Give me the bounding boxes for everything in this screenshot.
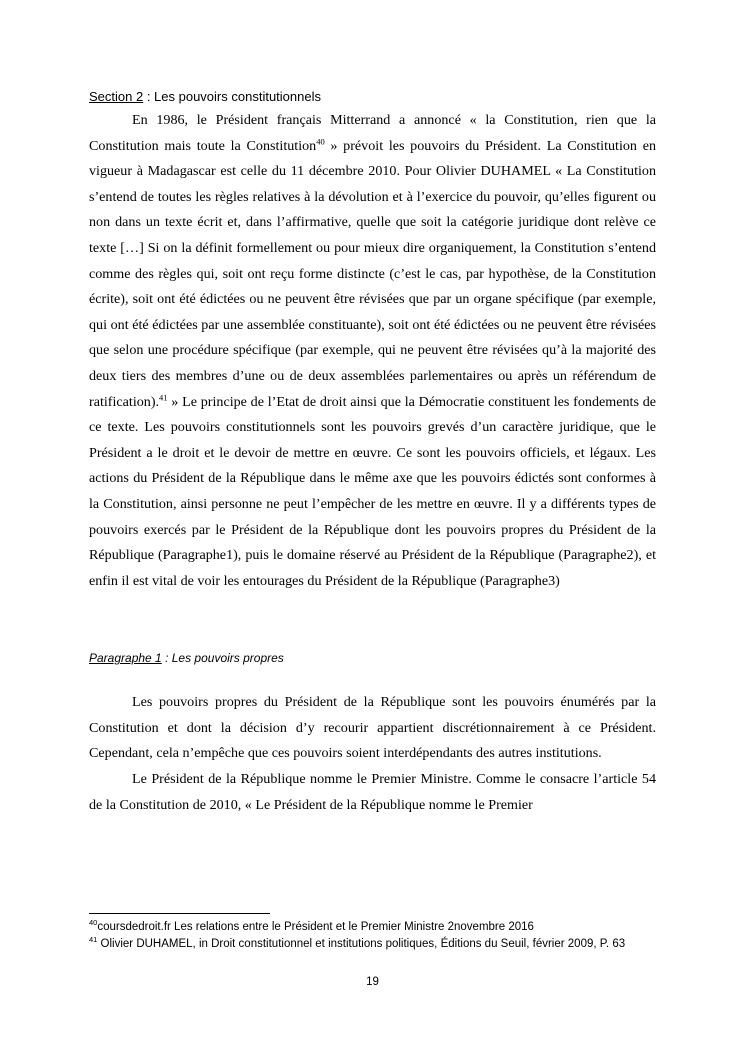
- footnote-ref-41: 41: [159, 391, 168, 402]
- section-title: Les pouvoirs constitutionnels: [154, 89, 321, 104]
- paragraph-heading: [89, 648, 656, 668]
- section-paragraph-part3: » Le principe de l’Etat de droit ainsi que la Démocratie constituent les fondements de ce texte. Les pouvoirs constitutionnels sont les pouvoirs grevés d’un caractère juridique, que le Président a le droit et le devoir de mettre en œuvre. Ce sont les pouvoirs officiels, et légaux. Les actions du Président de la République dans le même axe que les pouvoirs édictés sont conformes à la Constitution, ainsi personne ne peut l’empêcher de les mettre en œuvre. Il y a différents types de pouvoirs exercés par le Président de la République dont les pouvoirs propres du Président de la République (Paragraphe1), puis le domaine réservé au Président de la République (Paragraphe2), et enfin il est vital de voir les entourages du Président de la République (Paragraphe3): [89, 393, 656, 589]
- spacer: [89, 668, 656, 690]
- page-number: 19: [366, 976, 379, 988]
- section-separator: :: [143, 89, 155, 104]
- footnotes: [89, 913, 656, 953]
- footnote-number: 40: [89, 918, 98, 928]
- spacer: [89, 594, 656, 648]
- footnote-number: 41: [89, 935, 98, 945]
- footnote-ref-40: 40: [316, 135, 325, 146]
- footnote-41: [89, 936, 656, 953]
- paragraph-title: Les pouvoirs propres: [171, 651, 284, 666]
- section-paragraph: [89, 108, 656, 594]
- section-heading: [89, 86, 656, 108]
- footnote-40: [89, 919, 656, 936]
- section-paragraph-part1: En 1986, le Président français Mitterrand a annoncé « la Constitution, rien que la Constitution mais toute la Constitution: [89, 112, 656, 154]
- paragraph-body-1: Les pouvoirs propres du Président de la République sont les pouvoirs énumérés par la Constitution et dont la décision d’y recourir appartient discrétionnairement à ce Président. Cependant, cela n’empêche que ces pouvoirs soient interdépendants des autres institutions.: [89, 694, 656, 762]
- page-body: [89, 86, 656, 818]
- paragraph-body-2: Le Président de la République nomme le Premier Ministre. Comme le consacre l’article 54 de la Constitution de 2010, « Le Président de la République nomme le Premier: [89, 771, 656, 813]
- footnote-text: coursdedroit.fr Les relations entre le Président et le Premier Ministre 2novembre 2016: [97, 921, 534, 933]
- section-paragraph-part2: » prévoit les pouvoirs du Président. La Constitution en vigueur à Madagascar est celle du 11 décembre 2010. Pour Olivier DUHAMEL « La Constitution s’entend de toutes les règles relatives à la dévolution et à l’exercice du pouvoir, qu’elles figurent ou non dans un texte écrit et, dans l’affirmative, quelle que soit la catégorie juridique dont relève ce texte […] Si on la définit formellement ou pour mieux dire organiquement, la Constitution s’entend comme des règles qui, soit ont reçu forme distincte (c’est le cas, par hypothèse, de la Constitution écrite), soit ont été édictées ou ne peuvent être révisées que par un organe spécifique (par exemple, qui ont été édictées par une assemblée constituante), soit ont été édictées ou ne peuvent être révisées que selon une procédure spécifique (par exemple, qui ne peuvent être révisées qu’à la majorité des deux tiers des membres d’une ou de deux assemblées parlementaires ou après un référendum de ratification).: [89, 137, 656, 410]
- paragraph-separator: :: [161, 651, 172, 666]
- footnote-text: Olivier DUHAMEL, in Droit constitutionnel et institutions politiques, Éditions du Seuil, février 2009, P. 63: [97, 938, 626, 950]
- paragraph-label: Paragraphe 1: [89, 651, 162, 666]
- section-label: Section 2: [89, 89, 144, 104]
- footnote-divider: [89, 913, 270, 914]
